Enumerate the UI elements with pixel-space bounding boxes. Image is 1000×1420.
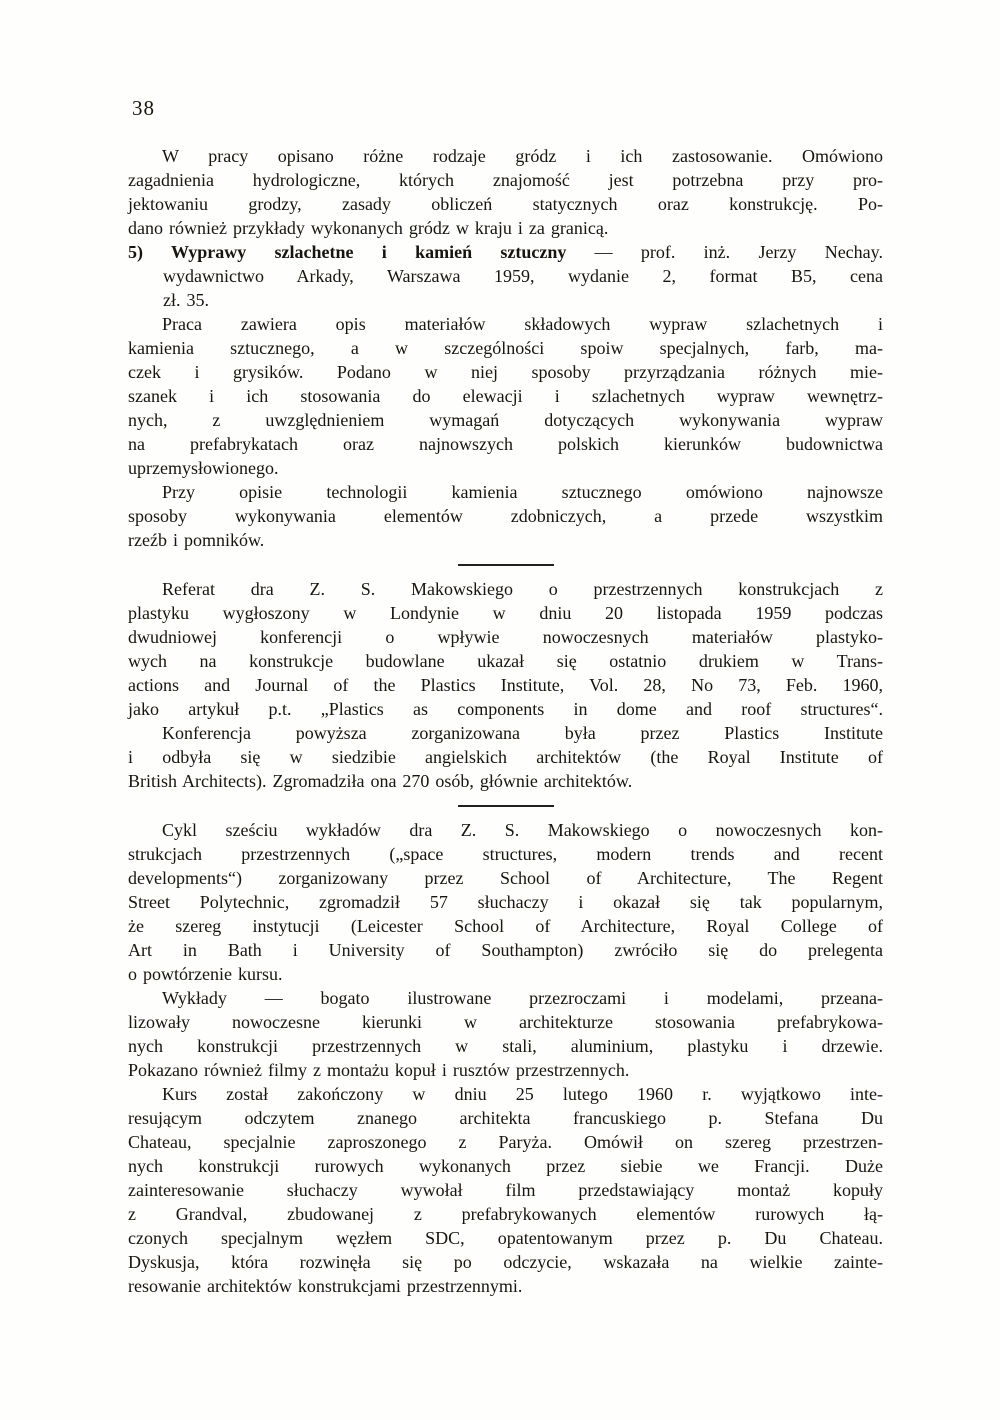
text-line: zagadnienia hydrologiczne, których znajomość jest potrzebna przy pro- bbox=[128, 170, 883, 190]
text-line: resującym odczytem znanego architekta francuskiego p. Stefana Du bbox=[128, 1108, 883, 1128]
paragraph bbox=[128, 1082, 883, 1298]
text-line: szanek i ich stosowania do elewacji i szlachetnych wypraw wewnętrz- bbox=[128, 386, 883, 406]
text-line: na prefabrykatach oraz najnowszych polskich kierunków budownictwa bbox=[128, 434, 883, 454]
text-line: sposoby wykonywania elementów zdobniczych, a przede wszystkim bbox=[128, 506, 883, 526]
divider-rule bbox=[458, 805, 554, 807]
text-line: uprzemysłowionego. bbox=[128, 458, 279, 478]
text-line: Cykl sześciu wykładów dra Z. S. Makowskiego o nowoczesnych kon- bbox=[162, 820, 883, 840]
paragraph bbox=[128, 986, 883, 1082]
page-content bbox=[128, 144, 883, 1298]
text-line: jektowaniu grodzy, zasady obliczeń statycznych oraz konstrukcję. Po- bbox=[128, 194, 883, 214]
bibliography-entry bbox=[128, 240, 883, 312]
text-line: Praca zawiera opis materiałów składowych wypraw szlachetnych i bbox=[162, 314, 883, 334]
text-line: że szereg instytucji (Leicester School of Architecture, Royal College of bbox=[128, 916, 883, 936]
paragraph bbox=[128, 721, 883, 793]
text-line: o powtórzenie kursu. bbox=[128, 964, 283, 984]
text-line: Konferencja powyższa zorganizowana była przez Plastics Institute bbox=[162, 723, 883, 743]
text-line: Referat dra Z. S. Makowskiego o przestrzennych konstrukcjach z bbox=[162, 579, 883, 599]
paragraph bbox=[128, 144, 883, 240]
text-line: nych konstrukcji przestrzennych w stali, aluminium, plastyku i drzewie. bbox=[128, 1036, 883, 1056]
text-line: z Grandval, zbudowanej z prefabrykowanych elementów rurowych łą- bbox=[128, 1204, 883, 1224]
text-line: czonych specjalnym węzłem SDC, opatentowanym przez p. Du Chateau. bbox=[128, 1228, 883, 1248]
entry-text: — prof. inż. Jerzy Nechay. bbox=[566, 242, 883, 262]
text-line: resowanie architektów konstrukcjami przestrzennymi. bbox=[128, 1276, 523, 1296]
section-divider bbox=[128, 552, 883, 577]
divider-rule bbox=[458, 564, 554, 566]
text-line bbox=[128, 240, 883, 264]
text-line: jako artykuł p.t. „Plastics as components in dome and roof structures“. bbox=[128, 699, 883, 719]
text-line: i odbyła się w siedzibie angielskich architektów (the Royal Institute of bbox=[128, 747, 883, 767]
text-line: Przy opisie technologii kamienia sztucznego omówiono najnowsze bbox=[162, 482, 883, 502]
text-line: plastyku wygłoszony w Londynie w dniu 20 listopada 1959 podczas bbox=[128, 603, 883, 623]
paragraph bbox=[128, 577, 883, 721]
text-line: czek i grysików. Podano w niej sposoby przyrządzania różnych mie- bbox=[128, 362, 883, 382]
text-line: British Architects). Zgromadziła ona 270 osób, głównie architektów. bbox=[128, 771, 633, 791]
entry-title-bold: 5) Wyprawy szlachetne i kamień sztuczny bbox=[128, 242, 567, 262]
text-line: zł. 35. bbox=[163, 290, 209, 310]
text-line: dwudniowej konferencji o wpływie nowoczesnych materiałów plastyko- bbox=[128, 627, 883, 647]
text-line: kamienia sztucznego, a w szczególności spoiw specjalnych, farb, ma- bbox=[128, 338, 883, 358]
text-line: lizowały nowoczesne kierunki w architekturze stosowania prefabrykowa- bbox=[128, 1012, 883, 1032]
text-line: Chateau, specjalnie zaproszonego z Paryża. Omówił on szereg przestrzen- bbox=[128, 1132, 883, 1152]
paragraph bbox=[128, 312, 883, 480]
text-line: actions and Journal of the Plastics Institute, Vol. 28, No 73, Feb. 1960, bbox=[128, 675, 883, 695]
text-line: wydawnictwo Arkady, Warszawa 1959, wydanie 2, format B5, cena bbox=[163, 266, 883, 286]
section-divider bbox=[128, 793, 883, 818]
text-line: Dyskusja, która rozwinęła się po odczycie, wskazała na wielkie zainte- bbox=[128, 1252, 883, 1272]
text-line: nych konstrukcji rurowych wykonanych przez siebie we Francji. Duże bbox=[128, 1156, 883, 1176]
paragraph bbox=[128, 818, 883, 986]
text-line: Pokazano również filmy z montażu kopuł i rusztów przestrzennych. bbox=[128, 1060, 630, 1080]
paragraph bbox=[128, 480, 883, 552]
text-line: wych na konstrukcje budowlane ukazał się ostatnio drukiem w Trans- bbox=[128, 651, 883, 671]
text-line: strukcjach przestrzennych („space structures, modern trends and recent bbox=[128, 844, 883, 864]
text-line: dano również przykłady wykonanych gródz w kraju i za granicą. bbox=[128, 218, 609, 238]
text-line: rzeźb i pomników. bbox=[128, 530, 265, 550]
text-line: Street Polytechnic, zgromadził 57 słuchaczy i okazał się tak popularnym, bbox=[128, 892, 883, 912]
text-line: W pracy opisano różne rodzaje gródz i ich zastosowanie. Omówiono bbox=[162, 146, 883, 166]
page-number: 38 bbox=[132, 96, 155, 120]
text-line: nych, z uwzględnieniem wymagań dotyczących wykonywania wypraw bbox=[128, 410, 883, 430]
text-line: Wykłady — bogato ilustrowane przezroczami i modelami, przeana- bbox=[162, 988, 883, 1008]
text-line: zainteresowanie słuchaczy wywołał film przedstawiający montaż kopuły bbox=[128, 1180, 883, 1200]
text-line: Kurs został zakończony w dniu 25 lutego 1960 r. wyjątkowo inte- bbox=[162, 1084, 883, 1104]
text-line: developments“) zorganizowany przez School of Architecture, The Regent bbox=[128, 868, 883, 888]
text-line: Art in Bath i University of Southampton) zwróciło się do prelegenta bbox=[128, 940, 883, 960]
